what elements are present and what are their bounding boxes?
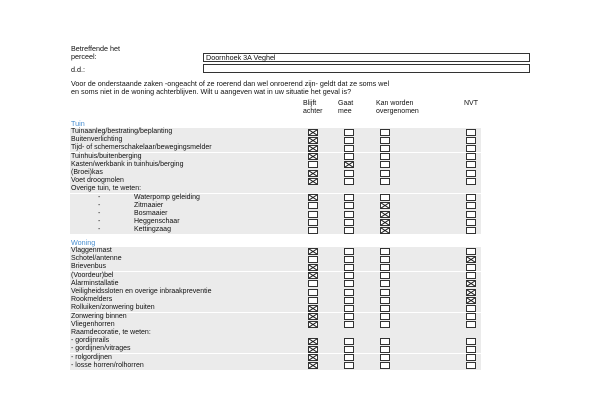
- property-label-2: perceel:: [71, 52, 97, 61]
- checkbox-kan-worden-overgenomen[interactable]: [380, 346, 390, 353]
- checkbox-nvt[interactable]: [466, 194, 476, 201]
- checklist-row: [70, 304, 481, 312]
- checkbox-nvt[interactable]: [466, 178, 476, 185]
- intro-line-1: Voor de onderstaande zaken -ongeacht of ze roerend dan wel onroerend zijn- geldt dat ze soms wel: [71, 79, 390, 88]
- checkbox-kan-worden-overgenomen[interactable]: [380, 354, 390, 361]
- checkbox-blijft-achter[interactable]: [308, 153, 318, 160]
- row-label: - gordijnen/vitrages: [71, 345, 131, 353]
- checkbox-nvt[interactable]: [466, 362, 476, 369]
- row-label: Raamdecoratie, te weten:: [71, 329, 151, 336]
- checkbox-blijft-achter[interactable]: [308, 137, 318, 144]
- checkbox-kan-worden-overgenomen[interactable]: [380, 161, 390, 168]
- checkbox-nvt[interactable]: [466, 170, 476, 177]
- row-label: Heggenschaar: [134, 218, 180, 226]
- checkbox-blijft-achter[interactable]: [308, 256, 318, 263]
- checkbox-gaat-mee[interactable]: [344, 219, 354, 226]
- checkbox-gaat-mee[interactable]: [344, 194, 354, 201]
- checkbox-blijft-achter[interactable]: [308, 219, 318, 226]
- checkbox-kan-worden-overgenomen[interactable]: [380, 219, 390, 226]
- checklist-row: [70, 288, 481, 296]
- col-header-kan-line1: Kan worden: [376, 100, 414, 107]
- row-label: Overige tuin, te weten:: [71, 185, 142, 193]
- checkbox-blijft-achter[interactable]: [308, 305, 318, 312]
- row-dash: -: [98, 218, 101, 226]
- checklist-row: [70, 313, 481, 321]
- checkbox-blijft-achter[interactable]: [308, 280, 318, 287]
- checkbox-kan-worden-overgenomen[interactable]: [380, 362, 390, 369]
- checkbox-nvt[interactable]: [466, 129, 476, 136]
- row-label: Veiligheidssloten en overige inbraakpreventie: [71, 288, 212, 295]
- checkbox-gaat-mee[interactable]: [344, 129, 354, 136]
- checkbox-nvt[interactable]: [466, 256, 476, 263]
- checkbox-kan-worden-overgenomen[interactable]: [380, 170, 390, 177]
- row-label: Brievenbus: [71, 263, 107, 271]
- row-label: Voet droogmolen: [71, 177, 124, 185]
- checkbox-nvt[interactable]: [466, 338, 476, 345]
- checkbox-kan-worden-overgenomen[interactable]: [380, 280, 390, 287]
- row-label: - losse horren/rolhorren: [71, 361, 144, 369]
- col-header-nvt: NVT: [464, 100, 478, 107]
- row-label: Zonwering binnen: [71, 312, 127, 320]
- row-label: (Voordeur)bel: [71, 271, 114, 279]
- checkbox-blijft-achter[interactable]: [308, 313, 318, 320]
- checklist-row: [70, 177, 481, 185]
- checkbox-nvt[interactable]: [466, 264, 476, 271]
- col-header-blijft-line1: Blijft: [303, 100, 317, 107]
- row-label: Rolluiken/zonwering buiten: [71, 304, 155, 312]
- row-label: Alarminstallatie: [71, 279, 119, 287]
- checkbox-gaat-mee[interactable]: [344, 137, 354, 144]
- checklist-row: [70, 280, 481, 288]
- row-label: Buitenverlichting: [71, 136, 123, 144]
- checkbox-nvt[interactable]: [466, 305, 476, 312]
- checkbox-kan-worden-overgenomen[interactable]: [380, 313, 390, 320]
- checklist-row: [70, 169, 481, 177]
- checklist-row: [70, 136, 481, 144]
- checklist-row: [70, 272, 481, 280]
- checkbox-nvt[interactable]: [466, 321, 476, 328]
- checkbox-blijft-achter[interactable]: [308, 145, 318, 152]
- checkbox-kan-worden-overgenomen[interactable]: [380, 194, 390, 201]
- row-label: Kettingzaag: [134, 226, 171, 234]
- checklist-row: [70, 362, 481, 370]
- col-header-gaat: [338, 100, 353, 116]
- checklist-row: [70, 255, 481, 263]
- checkbox-gaat-mee[interactable]: [344, 202, 354, 209]
- checklist-row: [70, 161, 481, 169]
- row-label: Waterpomp geleiding: [134, 193, 200, 201]
- row-dash: -: [98, 193, 101, 201]
- checkbox-gaat-mee[interactable]: [344, 161, 354, 168]
- checklist-row: [70, 296, 481, 304]
- checkbox-blijft-achter[interactable]: [308, 211, 318, 218]
- checkbox-gaat-mee[interactable]: [344, 272, 354, 279]
- checkbox-gaat-mee[interactable]: [344, 264, 354, 271]
- row-label: Tuinaanleg/bestrating/beplanting: [71, 128, 173, 135]
- checkbox-nvt[interactable]: [466, 248, 476, 255]
- checklist-row: [70, 194, 481, 202]
- checkbox-gaat-mee[interactable]: [344, 289, 354, 296]
- checkbox-nvt[interactable]: [466, 227, 476, 234]
- row-label: Rookmelders: [71, 296, 113, 304]
- checkbox-gaat-mee[interactable]: [344, 178, 354, 185]
- col-header-blijft: [303, 100, 322, 116]
- checkbox-gaat-mee[interactable]: [344, 354, 354, 361]
- checkbox-gaat-mee[interactable]: [344, 346, 354, 353]
- checkbox-kan-worden-overgenomen[interactable]: [380, 264, 390, 271]
- checklist-row: [70, 345, 481, 353]
- checkbox-kan-worden-overgenomen[interactable]: [380, 202, 390, 209]
- section-title-woning: Woning: [71, 238, 96, 247]
- col-header-gaat-line2: mee: [338, 108, 352, 115]
- checklist-row: [70, 144, 481, 152]
- checklist-row: [70, 226, 481, 234]
- checkbox-kan-worden-overgenomen[interactable]: [380, 137, 390, 144]
- checkbox-blijft-achter[interactable]: [308, 362, 318, 369]
- checkbox-kan-worden-overgenomen[interactable]: [380, 145, 390, 152]
- col-header-gaat-line1: Gaat: [338, 100, 354, 107]
- checklist-row: [70, 354, 481, 362]
- checkbox-blijft-achter[interactable]: [308, 227, 318, 234]
- checkbox-nvt[interactable]: [466, 289, 476, 296]
- row-label: Vliegenhorren: [71, 320, 115, 328]
- checkbox-nvt[interactable]: [466, 153, 476, 160]
- checkbox-blijft-achter[interactable]: [308, 194, 318, 201]
- checkbox-blijft-achter[interactable]: [308, 272, 318, 279]
- checkbox-blijft-achter[interactable]: [308, 346, 318, 353]
- checkbox-gaat-mee[interactable]: [344, 313, 354, 320]
- checkbox-nvt[interactable]: [466, 137, 476, 144]
- checkbox-nvt[interactable]: [466, 354, 476, 361]
- checklist-row: [70, 329, 481, 337]
- checkbox-gaat-mee[interactable]: [344, 280, 354, 287]
- checkbox-gaat-mee[interactable]: [344, 211, 354, 218]
- checkbox-kan-worden-overgenomen[interactable]: [380, 338, 390, 345]
- checkbox-kan-worden-overgenomen[interactable]: [380, 256, 390, 263]
- checkbox-nvt[interactable]: [466, 280, 476, 287]
- checkbox-gaat-mee[interactable]: [344, 297, 354, 304]
- checkbox-nvt[interactable]: [466, 297, 476, 304]
- checkbox-kan-worden-overgenomen[interactable]: [380, 297, 390, 304]
- checklist-row: [70, 202, 481, 210]
- checkbox-nvt[interactable]: [466, 202, 476, 209]
- checklist-row: [70, 128, 481, 136]
- checkbox-nvt[interactable]: [466, 346, 476, 353]
- checkbox-kan-worden-overgenomen[interactable]: [380, 211, 390, 218]
- checkbox-blijft-achter[interactable]: [308, 289, 318, 296]
- checkbox-gaat-mee[interactable]: [344, 305, 354, 312]
- row-label: Kasten/werkbank in tuinhuis/berging: [71, 160, 184, 168]
- row-label: - rolgordijnen: [71, 353, 112, 361]
- checklist-row: [70, 185, 481, 193]
- checkbox-kan-worden-overgenomen[interactable]: [380, 272, 390, 279]
- row-label: Tijd- of schemerschakelaar/bewegingsmelder: [71, 144, 212, 152]
- checkbox-gaat-mee[interactable]: [344, 170, 354, 177]
- checklist-row: [70, 210, 481, 218]
- checkbox-blijft-achter[interactable]: [308, 338, 318, 345]
- date-label: d.d.:: [71, 65, 85, 74]
- checkbox-blijft-achter[interactable]: [308, 321, 318, 328]
- checkbox-gaat-mee[interactable]: [344, 338, 354, 345]
- checkbox-kan-worden-overgenomen[interactable]: [380, 178, 390, 185]
- checkbox-nvt[interactable]: [466, 219, 476, 226]
- property-label-1: Betreffende het: [71, 44, 121, 53]
- row-label: Zitmaaier: [134, 201, 164, 209]
- row-dash: -: [98, 210, 101, 217]
- checkbox-gaat-mee[interactable]: [344, 145, 354, 152]
- intro-line-2: en soms niet in de woning achterblijven. Wilt u aangeven wat in uw situatie het geval is?: [71, 87, 352, 96]
- checkbox-nvt[interactable]: [466, 145, 476, 152]
- checkbox-blijft-achter[interactable]: [308, 170, 318, 177]
- checkbox-gaat-mee[interactable]: [344, 362, 354, 369]
- row-label: - gordijnrails: [71, 337, 110, 345]
- checklist-row: [70, 247, 481, 255]
- checkbox-blijft-achter[interactable]: [308, 161, 318, 168]
- property-field[interactable]: Doornhoek 3A Veghel: [203, 53, 530, 62]
- checkbox-blijft-achter[interactable]: [308, 248, 318, 255]
- checkbox-kan-worden-overgenomen[interactable]: [380, 248, 390, 255]
- row-label: (Broei)kas: [71, 169, 103, 176]
- checkbox-kan-worden-overgenomen[interactable]: [380, 227, 390, 234]
- checkbox-kan-worden-overgenomen[interactable]: [380, 153, 390, 160]
- checkbox-blijft-achter[interactable]: [308, 354, 318, 361]
- row-label: Tuinhuis/buitenberging: [71, 152, 142, 160]
- checkbox-blijft-achter[interactable]: [308, 202, 318, 209]
- checkbox-gaat-mee[interactable]: [344, 321, 354, 328]
- checkbox-blijft-achter[interactable]: [308, 129, 318, 136]
- checkbox-nvt[interactable]: [466, 211, 476, 218]
- checkbox-gaat-mee[interactable]: [344, 256, 354, 263]
- checkbox-kan-worden-overgenomen[interactable]: [380, 321, 390, 328]
- checkbox-blijft-achter[interactable]: [308, 264, 318, 271]
- col-header-blijft-line2: achter: [303, 108, 323, 115]
- checkbox-blijft-achter[interactable]: [308, 297, 318, 304]
- row-label: Schotel/antenne: [71, 255, 122, 263]
- checkbox-kan-worden-overgenomen[interactable]: [380, 305, 390, 312]
- checklist-row: [70, 153, 481, 161]
- date-field[interactable]: [203, 64, 530, 73]
- col-header-kan-line2: overgenomen: [376, 108, 419, 115]
- checklist-row: [70, 321, 481, 329]
- checkbox-blijft-achter[interactable]: [308, 178, 318, 185]
- checkbox-nvt[interactable]: [466, 272, 476, 279]
- checkbox-gaat-mee[interactable]: [344, 227, 354, 234]
- checklist-row: [70, 337, 481, 345]
- checkbox-nvt[interactable]: [466, 161, 476, 168]
- row-dash: -: [98, 226, 101, 234]
- checkbox-kan-worden-overgenomen[interactable]: [380, 289, 390, 296]
- checkbox-nvt[interactable]: [466, 313, 476, 320]
- section-title-tuin: Tuin: [71, 119, 85, 128]
- row-dash: -: [98, 201, 101, 209]
- row-label: Vlaggenmast: [71, 247, 112, 254]
- checklist-row: [70, 218, 481, 226]
- row-label: Bosmaaier: [134, 210, 168, 217]
- checkbox-gaat-mee[interactable]: [344, 248, 354, 255]
- checklist-row: [70, 263, 481, 271]
- checkbox-gaat-mee[interactable]: [344, 153, 354, 160]
- col-header-kan: [376, 100, 419, 116]
- checkbox-kan-worden-overgenomen[interactable]: [380, 129, 390, 136]
